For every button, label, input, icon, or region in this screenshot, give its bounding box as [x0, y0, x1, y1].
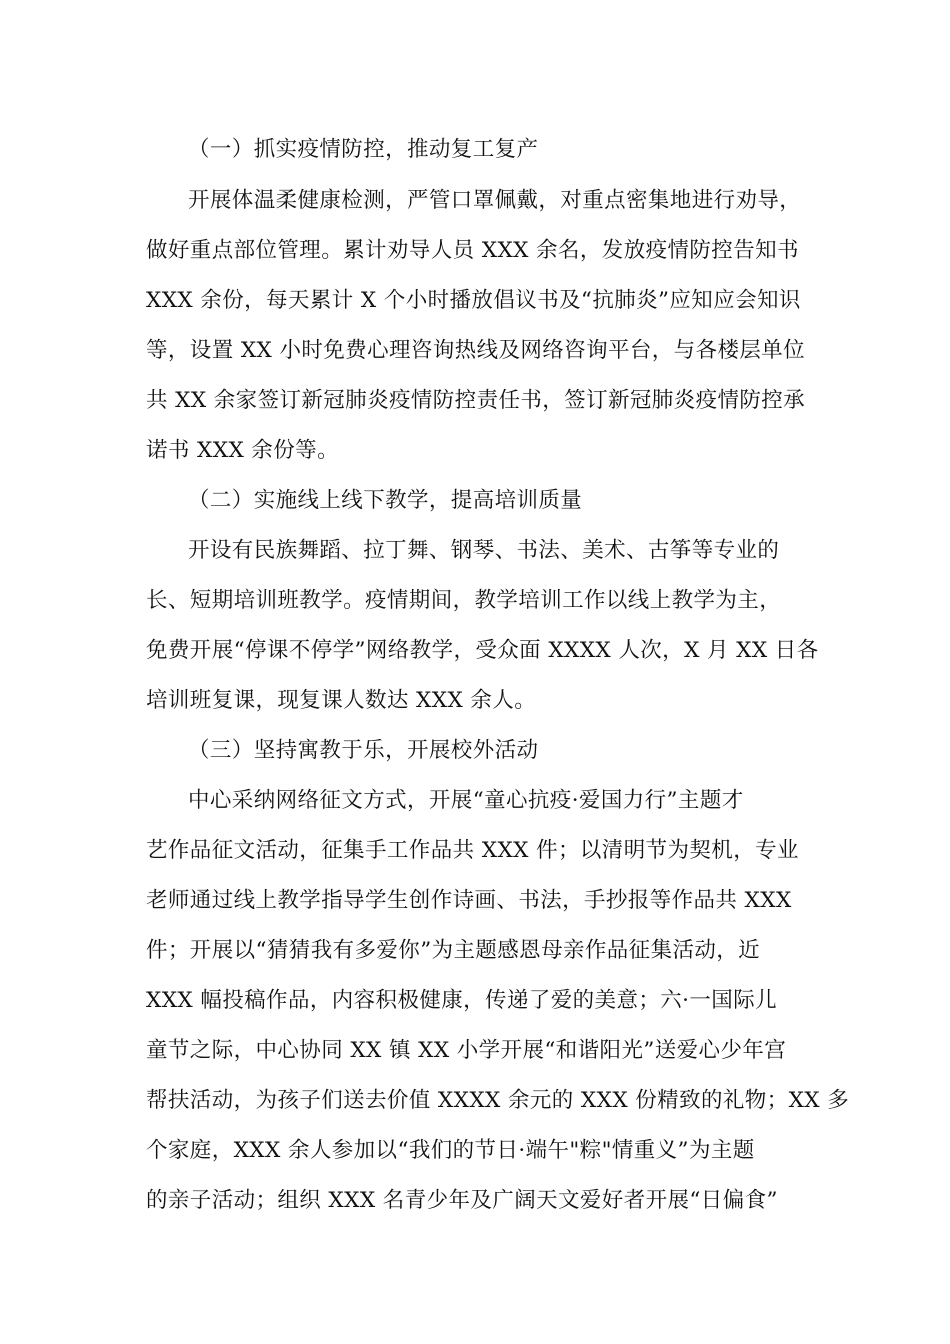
paragraph-line: 做好重点部位管理。累计劝导人员 XXX 余名，发放疫情防控告知书 — [146, 238, 799, 263]
paragraph-line: 开设有民族舞蹈、拉丁舞、钢琴、书法、美术、古筝等专业的 — [188, 538, 780, 563]
paragraph-line: 个家庭，XXX 余人参加以“我们的节日·端午"粽"情重义”为主题 — [146, 1138, 755, 1163]
paragraph-line: 长、短期培训班教学。疫情期间，教学培训工作以线上教学为主， — [146, 588, 782, 613]
section-heading: （一）抓实疫情防控，推动复工复产 — [188, 137, 539, 162]
paragraph-line: 中心采纳网络征文方式，开展“童心抗疫·爱国力行”主题才 — [188, 788, 744, 813]
paragraph-line: 件；开展以“猜猜我有多爱你”为主题感恩母亲作品征集活动，近 — [146, 938, 761, 963]
paragraph-line: 培训班复课，现复课人数达 XXX 余人。 — [146, 688, 537, 713]
paragraph-line: 童节之际，中心协同 XX 镇 XX 小学开展“和谐阳光”送爱心少年宫 — [146, 1038, 787, 1063]
paragraph-line: 开展体温柔健康检测，严管口罩佩戴，对重点密集地进行劝导， — [188, 188, 802, 213]
paragraph-line: 帮扶活动，为孩子们送去价值 XXXX 余元的 XXX 份精致的礼物；XX 多 — [146, 1088, 850, 1113]
paragraph-line: 共 XX 余家签订新冠肺炎疫情防控责任书，签订新冠肺炎疫情防控承 — [146, 388, 806, 413]
paragraph-line: 等，设置 XX 小时免费心理咨询热线及网络咨询平台，与各楼层单位 — [146, 338, 806, 363]
paragraph-line: 诺书 XXX 余份等。 — [146, 438, 339, 463]
section-heading: （三）坚持寓教于乐，开展校外活动 — [188, 738, 539, 763]
paragraph-line: 的亲子活动；组织 XXX 名青少年及广阔天文爱好者开展“日偏食” — [146, 1188, 778, 1213]
paragraph-line: 免费开展“停课不停学”网络教学，受众面 XXXX 人次，X 月 XX 日各 — [146, 638, 819, 663]
paragraph-line: 艺作品征文活动，征集手工作品共 XXX 件；以清明节为契机，专业 — [146, 838, 799, 863]
section-heading: （二）实施线上线下教学，提高培训质量 — [188, 488, 583, 513]
paragraph-line: 老师通过线上教学指导学生创作诗画、书法，手抄报等作品共 XXX — [146, 888, 792, 913]
paragraph-line: XXX 余份，每天累计 X 个小时播放倡议书及“抗肺炎”应知应会知识 — [146, 288, 801, 313]
paragraph-line: XXX 幅投稿作品，内容积极健康，传递了爱的美意；六·一国际儿 — [146, 988, 777, 1013]
